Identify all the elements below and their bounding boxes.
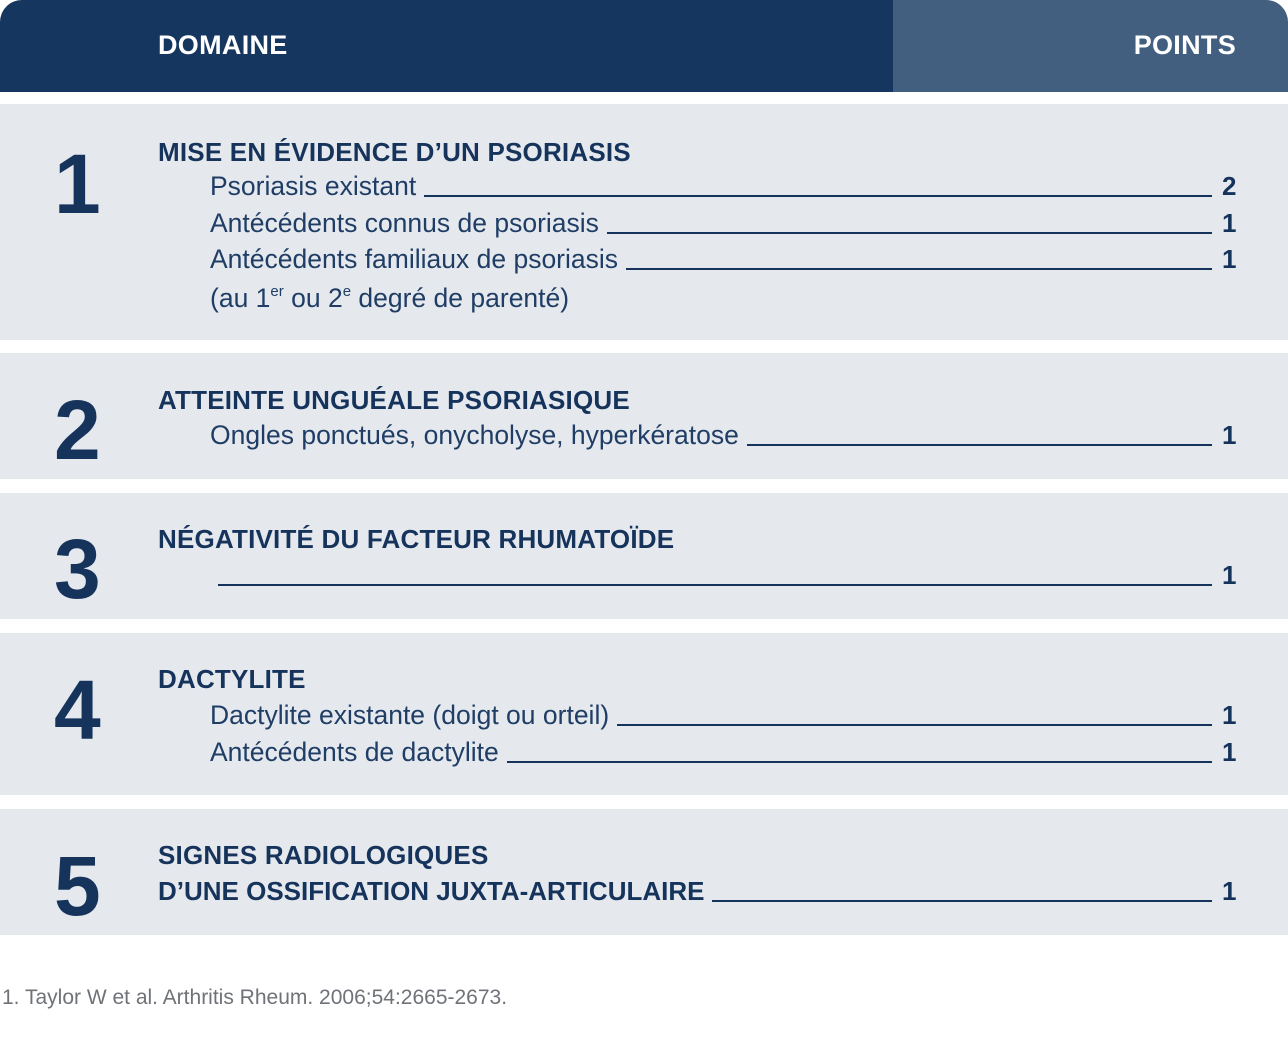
section-title-line-1: SIGNES RADIOLOGIQUES (158, 840, 489, 870)
criterion-row (210, 559, 1236, 591)
header-points-label: POINTS (1133, 30, 1236, 60)
criterion-label: Dactylite existante (doigt ou orteil) (210, 699, 610, 730)
note-sup-1: er (270, 283, 284, 300)
dotted-leader (507, 761, 1212, 763)
criterion-label: Ongles ponctués, onycholyse, hyperkératose (210, 419, 739, 450)
section-number: 3 (54, 522, 101, 616)
section-4 (0, 633, 1288, 795)
criterion-label: Antécédents connus de psoriasis (210, 207, 599, 238)
note-middle: ou 2 (283, 283, 343, 313)
section-5 (0, 809, 1288, 935)
dotted-leader (617, 724, 1212, 726)
criterion-points: 1 (1222, 560, 1237, 590)
reference-footnote: 1. Taylor W et al. Arthritis Rheum. 2006;54:2665-2673. (2, 986, 508, 1009)
dotted-leader (218, 584, 1212, 586)
criterion-points: 1 (1222, 737, 1237, 767)
section-title: DACTYLITE (158, 664, 306, 694)
criterion-label: Antécédents de dactylite (210, 736, 499, 767)
criterion-points: 1 (1222, 700, 1237, 730)
criterion-row (210, 170, 1236, 202)
note-prefix: (au 1 (210, 283, 271, 313)
section-3 (0, 493, 1288, 619)
criterion-points: 1 (1222, 244, 1237, 274)
criterion-row (210, 243, 1236, 275)
criterion-label: Antécédents familiaux de psoriasis (210, 243, 619, 274)
criterion-points: 1 (1222, 876, 1237, 906)
dotted-leader (607, 232, 1212, 234)
criterion-label: Psoriasis existant (210, 170, 417, 201)
section-title: ATTEINTE UNGUÉALE PSORIASIQUE (158, 385, 630, 415)
dotted-leader (626, 268, 1212, 270)
section-2 (0, 353, 1288, 479)
note-suffix: degré de parenté) (351, 283, 570, 313)
criterion-row (210, 736, 1236, 768)
section-title-line-2: D’UNE OSSIFICATION JUXTA-ARTICULAIRE (158, 876, 705, 906)
criterion-row (158, 875, 1236, 907)
section-1 (0, 104, 1288, 340)
criterion-row (210, 699, 1236, 731)
criterion-points: 2 (1222, 171, 1237, 201)
section-number: 4 (54, 663, 101, 757)
header-domain-cell (0, 0, 893, 92)
table-header (0, 0, 1288, 92)
criterion-points: 1 (1222, 420, 1237, 450)
note-sup-2: e (342, 283, 352, 300)
dotted-leader (424, 195, 1212, 197)
dotted-leader (712, 900, 1212, 902)
dotted-leader (747, 444, 1212, 446)
header-domaine-label: DOMAINE (158, 30, 288, 60)
criterion-note (210, 285, 569, 312)
header-points-cell (893, 0, 1288, 92)
section-number: 1 (54, 137, 101, 231)
section-number: 5 (54, 839, 101, 933)
criterion-row (210, 207, 1236, 239)
section-title: NÉGATIVITÉ DU FACTEUR RHUMATOÏDE (158, 524, 675, 554)
criterion-row (210, 419, 1236, 451)
section-number: 2 (54, 383, 101, 477)
criterion-points: 1 (1222, 208, 1237, 238)
section-title: MISE EN ÉVIDENCE D’UN PSORIASIS (158, 137, 631, 167)
